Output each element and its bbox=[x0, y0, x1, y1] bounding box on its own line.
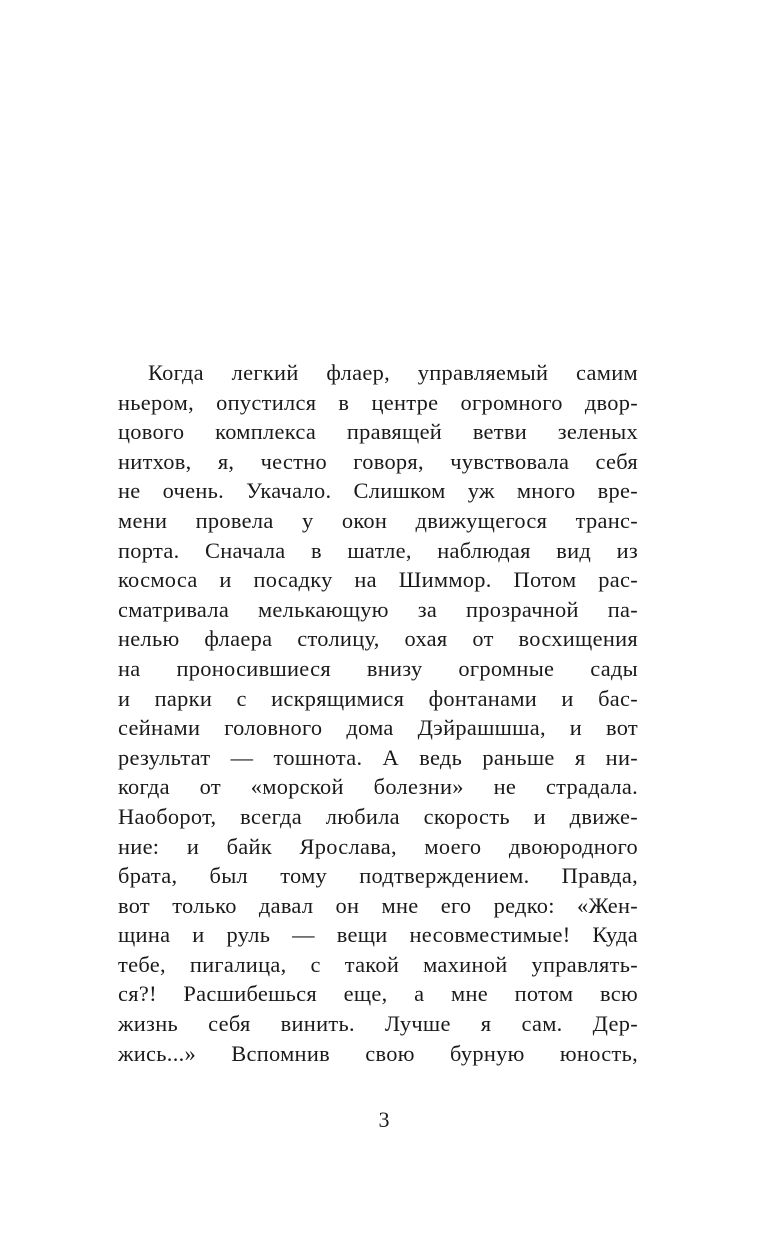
text-line: брата, был тому подтверждением. Правда, bbox=[118, 863, 638, 889]
text-line: жись...» Вспомнив свою бурную юность, bbox=[118, 1040, 638, 1066]
text-line: щина и руль — вещи несовместимые! Куда bbox=[118, 922, 638, 948]
text-line: мени провела у окон движущегося транс- bbox=[118, 507, 638, 533]
text-line: результат — тошнота. А ведь раньше я ни- bbox=[118, 744, 638, 770]
text-line: и парки с искрящимися фонтанами и бас- bbox=[118, 685, 638, 711]
text-line: не очень. Укачало. Слишком уж много вре- bbox=[118, 478, 638, 504]
text-line: тебе, пигалица, с такой махиной управлять- bbox=[118, 951, 638, 977]
text-line: сейнами головного дома Дэйрашшша, и вот bbox=[118, 715, 638, 741]
text-line: порта. Сначала в шатле, наблюдая вид из bbox=[118, 537, 638, 563]
text-line: нелью флаера столицу, охая от восхищения bbox=[118, 626, 638, 652]
text-line: жизнь себя винить. Лучше я сам. Дер- bbox=[118, 1011, 638, 1037]
text-line: космоса и посадку на Шиммор. Потом рас- bbox=[118, 567, 638, 593]
body-paragraph bbox=[118, 358, 638, 1068]
text-line: Когда легкий флаер, управляемый самим bbox=[148, 360, 638, 385]
page-number: 3 bbox=[378, 1107, 390, 1132]
text-line: нитхов, я, честно говоря, чувствовала себя bbox=[118, 448, 638, 474]
text-line: ньером, опустился в центре огромного двор- bbox=[118, 389, 638, 415]
text-line: сматривала мелькающую за прозрачной па- bbox=[118, 596, 638, 622]
text-line: на проносившиеся внизу огромные сады bbox=[118, 655, 638, 681]
text-line: вот только давал он мне его редко: «Жен- bbox=[118, 892, 638, 918]
text-line: ся?! Расшибешься еще, а мне потом всю bbox=[118, 981, 638, 1007]
text-line: цового комплекса правящей ветви зеленых bbox=[118, 419, 638, 445]
text-line: когда от «морской болезни» не страдала. bbox=[118, 774, 638, 800]
text-line: ние: и байк Ярослава, моего двоюродного bbox=[118, 833, 638, 859]
text-line: Наоборот, всегда любила скорость и движе- bbox=[118, 803, 638, 829]
